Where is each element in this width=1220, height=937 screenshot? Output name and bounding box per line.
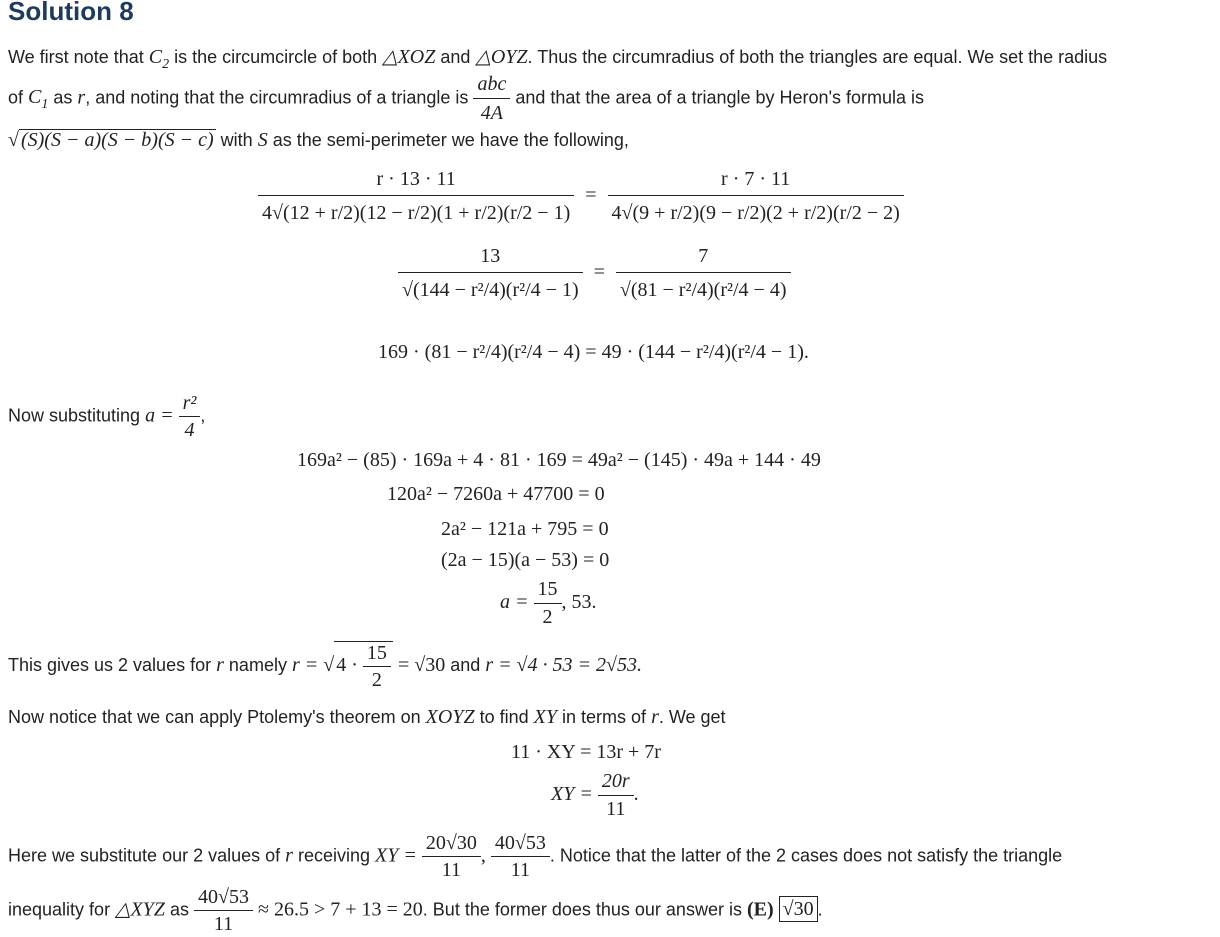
ptolemy-equation: 11 · XY = 13r + 7r [511,741,661,763]
math-triangle-xoz: △XOZ [382,46,436,68]
quad-step-1: 169a² − (85) · 169a + 4 · 81 · 169 = 49a² − (145) · 49a + 144 · 49 [297,449,821,471]
text: in terms of [562,707,647,727]
equation-1: $\frac{r \cdot 13 \cdot 11}{4√(12 + r/2)(12 - r/2)(1 + r/2)(r/2 - 1)}$ = $\frac{r \cdot 7 \cdot 11}{4√(9 + r/2)(9 - r/2)(2 + r/2)(r/2 - 2)}$ [258,168,904,225]
text: with [220,130,253,150]
text: . We get [658,707,726,727]
math-c2: $C_2$ [148,46,170,72]
fraction-15-2: $\frac{15}{2}$ [534,578,562,629]
text: , and noting that the circumradius of a triangle is [85,87,469,108]
text: of [8,87,24,108]
fraction-20r-11: $\frac{20r}{11}$ [598,770,634,821]
text: is the circumcircle of both [174,47,378,67]
math-r: r [77,86,86,109]
math-sqrt30: = √30 [397,654,446,677]
paragraph-line-2 [8,72,924,125]
text: This gives us 2 values for [8,655,212,676]
heron-formula: √ (S)(S − a)(S − b)(S − c) [8,129,214,151]
math-r: r [216,654,224,677]
equation-3: 169 · (81 − r²/4)(r²/4 − 4) = 49 · (144 − r²/4)(r²/4 − 1). [378,341,809,363]
r-values-line [8,641,642,691]
text: Now notice that we can apply Ptolemy's theorem on [8,707,421,727]
solution-heading: Solution 8 [8,0,134,26]
xy-equation: XY = $\frac{20r}{11}$ . [551,770,639,820]
math-triangle-oyz: △OYZ [475,46,528,68]
text: as [169,899,189,920]
eq1-left-fraction: $\frac{r \cdot 13 \cdot 11}{4√(12 + r/2)(12 - r/2)(1 + r/2)(r/2 - 1)}$ [258,168,574,225]
text: We first note that [8,47,144,67]
text: . But the former does thus our answer is [422,899,742,920]
fraction-r2-4: $\frac{\text{r²}}{4}$ [179,392,201,441]
math-c1: $C_1$ [28,86,49,113]
math-s: S [257,129,268,151]
math-r: r [285,844,293,867]
math-xy-equals: XY = [375,844,417,867]
radical-4-15-2: √ 4 · $\frac{15}{2}$ [323,654,393,676]
text: Here we substitute our 2 values of [8,845,281,866]
text: as [53,87,73,108]
answer-box: √30 [779,896,818,922]
math-r-sqrt53: r = √4 · 53 = 2√53. [485,654,643,677]
text: inequality for [8,899,111,920]
math-xoyz: XOYZ [425,706,475,728]
text: receiving [297,845,371,866]
eq2-right-fraction: $\frac{7}{\text{√(81 − r²/4)(r²/4 − 4)}}$ [616,245,791,302]
text: and that the area of a triangle by Heron's formula is [515,87,925,108]
text: and [440,47,471,67]
quad-step-3: 2a² − 121a + 795 = 0 [441,518,609,540]
text: and [450,655,481,676]
substitution-line: Now substituting a = $\frac{\text{r²}}{4}$ , [8,392,206,441]
fraction-40sqrt53-11: $\frac{40√53}{11}$ [194,886,253,935]
equation-2: $\frac{13}{\text{√(144 − r²/4)(r²/4 − 1)}}$ = $\frac{7}{\text{√(81 − r²/4)(r²/4 − 4)}}$ [398,245,791,302]
fraction-40sqrt53-11: $\frac{40√53}{11}$ [491,832,550,881]
answer-label: (E) [746,898,774,921]
math-xy: XY [533,706,557,728]
quad-step-2: 120a² − 7260a + 47700 = 0 [387,483,605,505]
text: as the semi-perimeter we have the following, [272,130,629,150]
text: . Thus the circumradius of both the triangles are equal. We set the radius [527,47,1108,67]
text: namely [228,655,287,676]
final-line-2: inequality for △XYZ as $\frac{40√53}{11}$ ≈ 26.5 > 7 + 13 = 20. But the former does thus our answer is (E) √30 . [8,886,823,935]
math-a-equals: a = [145,404,174,427]
fraction-20sqrt30-11: $\frac{20√30}{11}$ [422,832,481,881]
math-r: r [651,706,659,728]
text: Now substituting [8,405,141,426]
final-line-1: Here we substitute our 2 values of r receiving XY = $\frac{20√30}{11}$ , $\frac{40√53}{11}$ . Notice that the latter of the 2 cases does not satisfy the triangle [8,832,1063,881]
ptolemy-line [8,707,726,727]
text: to find [479,707,529,727]
math-r-equals: r = [291,654,319,677]
paragraph-line-3 [8,129,629,150]
paragraph-line-1 [8,47,1107,75]
fraction-abc-4a: $\frac{\text{abc}}{4A}$ [473,72,510,125]
quad-step-4: (2a − 15)(a − 53) = 0 [441,549,610,571]
math-inequality: ≈ 26.5 > 7 + 13 = 20 [257,898,423,921]
eq2-left-fraction: $\frac{13}{\text{√(144 − r²/4)(r²/4 − 1)}}$ [398,245,583,302]
eq1-right-fraction: $\frac{r \cdot 7 \cdot 11}{4√(9 + r/2)(9 - r/2)(2 + r/2)(r/2 - 2)}$ [608,168,904,225]
solution-a: a = $\frac{15}{2}$ , 53. [500,578,597,628]
math-triangle-xyz: △XYZ [115,898,165,921]
text: . Notice that the latter of the 2 cases does not satisfy the triangle [549,845,1063,866]
